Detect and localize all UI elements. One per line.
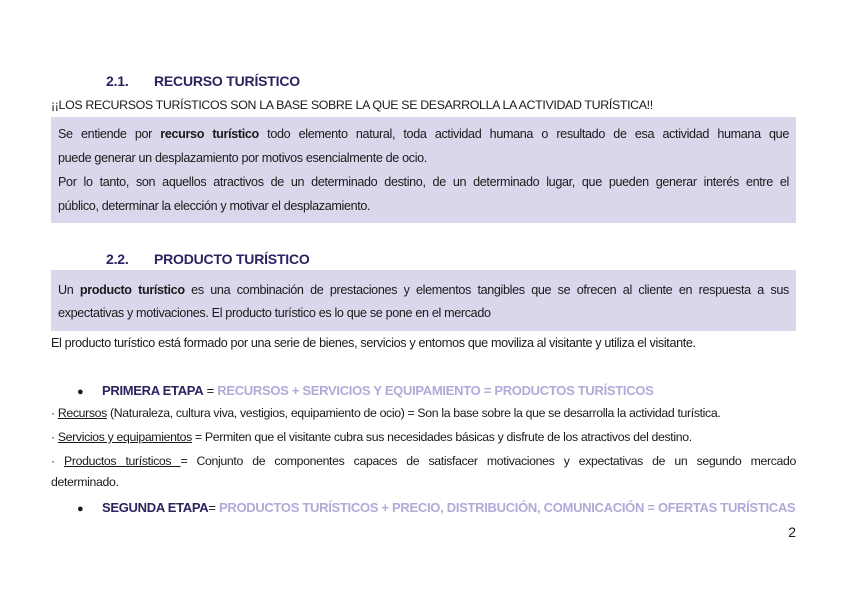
item-text: = Permiten que el visitante cubra sus necesidades básicas y disfrute de los atractivos del destino.: [191, 430, 692, 444]
etapa-name: PRIMERA ETAPA: [102, 383, 204, 398]
text-run: todo elemento natural, toda actividad humana o resultado de esa actividad humana que: [258, 127, 789, 141]
text-run: Se entiende por: [58, 127, 161, 141]
etapa-primera: [77, 383, 653, 398]
item-productos: [51, 455, 796, 467]
item-term: Productos turísticos: [64, 454, 181, 468]
item-text: = Conjunto de componentes capaces de satisfacer motivaciones y expectativas de un segundo mercado: [180, 454, 796, 468]
item-term: Recursos: [57, 406, 107, 420]
etapa-separator: =: [208, 500, 219, 515]
etapa-segunda: [77, 500, 795, 515]
definition-line: público, determinar la elección y motivar el desplazamiento.: [58, 199, 371, 213]
etapa-separator: =: [203, 383, 218, 398]
section-heading-producto: [106, 251, 310, 267]
definition-line: puede generar un desplazamiento por motivos esencialmente de ocio.: [58, 151, 427, 165]
term-recurso-turistico: recurso turístico: [160, 127, 259, 141]
item-servicios: [51, 431, 692, 443]
section-number: 2.2.: [106, 251, 129, 267]
tagline: ¡¡LOS RECURSOS TURÍSTICOS SON LA BASE SOBRE LA QUE SE DESARROLLA LA ACTIVIDAD TURÍSTICA!!: [51, 98, 653, 112]
item-prefix: ·: [51, 430, 58, 444]
page-number: 2: [788, 524, 796, 540]
item-term: Servicios y equipamientos: [57, 430, 192, 444]
text-run: Un: [58, 283, 80, 297]
composition-text: El producto turístico está formado por una serie de bienes, servicios y entornos que moviliza al visitante y utiliza el visitante.: [51, 336, 696, 350]
item-text: (Naturaleza, cultura viva, vestigios, equipamiento de ocio) = Son la base sobre la que se desarrolla la actividad turística.: [106, 406, 721, 420]
item-recursos: [51, 407, 720, 419]
item-productos-line2: determinado.: [51, 475, 119, 489]
item-prefix: ·: [51, 454, 64, 468]
etapa-name: SEGUNDA ETAPA: [102, 500, 209, 515]
section-heading-recurso: [106, 73, 300, 89]
definition-box-recurso: [51, 117, 796, 223]
bullet-icon: ●: [77, 386, 84, 398]
definition-line: [58, 128, 789, 141]
etapa-formula: RECURSOS + SERVICIOS Y EQUIPAMIENTO = PRODUCTOS TURÍSTICOS: [217, 383, 654, 398]
definition-line: Por lo tanto, son aquellos atractivos de un determinado destino, de un determinado lugar, que pueden generar interés entre el: [58, 175, 789, 189]
document-page: [51, 0, 796, 596]
section-number: 2.1.: [106, 73, 129, 89]
section-title: RECURSO TURÍSTICO: [154, 73, 300, 89]
bullet-icon: ●: [77, 503, 84, 515]
definition-box-producto: [51, 270, 796, 331]
section-title: PRODUCTO TURÍSTICO: [154, 251, 310, 267]
term-producto-turistico: producto turístico: [79, 283, 185, 297]
etapa-formula: PRODUCTOS TURÍSTICOS + PRECIO, DISTRIBUCIÓN, COMUNICACIÓN = OFERTAS TURÍSTICAS: [218, 500, 796, 515]
item-prefix: ·: [51, 406, 58, 420]
text-run: es una combinación de prestaciones y elementos tangibles que se ofrecen al cliente en respuesta a sus: [184, 283, 789, 297]
definition-line: expectativas y motivaciones. El producto turístico es lo que se pone en el mercado: [58, 306, 491, 320]
definition-line: [58, 284, 789, 297]
